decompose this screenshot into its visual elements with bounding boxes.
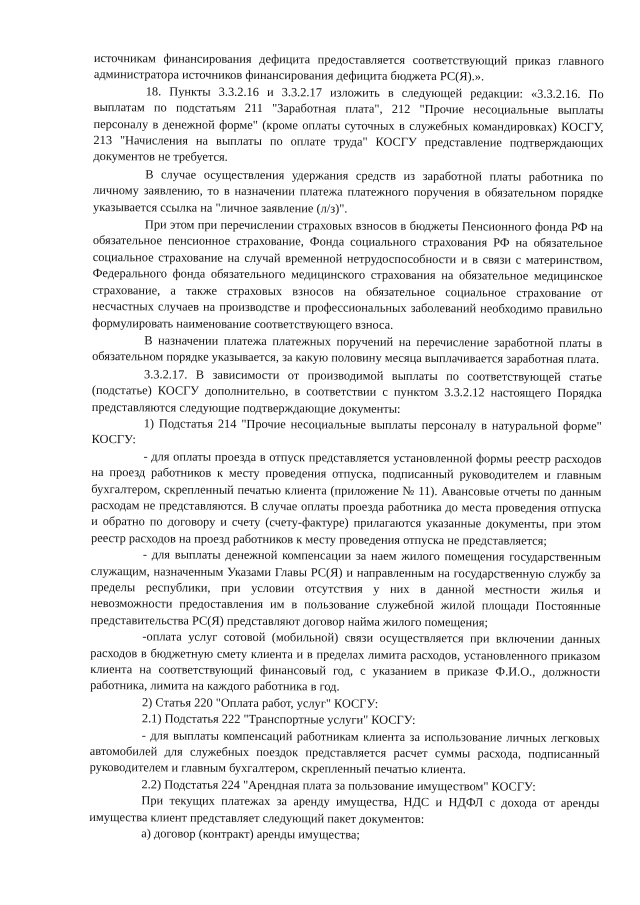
paragraph-4: При этом при перечислении страховых взносов в бюджеты Пенсионного фонда РФ на обязательное пенсионное страхование, Фонда социального страхования РФ на обязательное социальное страхование на случай временной нетрудоспособности и в связи с материнством, Федерального фонда обязательного медицинского страхования на обязательное медицинское страхование, а также страховых взносов на обязательное социальное страхование от несчастных случаев на производстве и профессиональных заболеваний необходимо правильно формулировать наименование соответствующего взноса. (92, 217, 603, 332)
paragraph-6: 3.3.2.17. В зависимости от производимой выплаты по соответствующей статье (подстатье) КОСГУ дополнительно, в соответствии с пунктом 3.3.2.12 настоящего Порядка представляются следующие подтверждающие документы: (91, 367, 603, 416)
document-body (89, 50, 604, 845)
paragraph-16: а) договор (контракт) аренды имущества; (141, 826, 360, 842)
paragraph-14: 2.2) Подстатья 224 "Арендная плата за пользование имуществом" КОСГУ: (141, 777, 536, 794)
paragraph-15: При текущих платежах за аренду имущества, НДС и НДФЛ с дохода от аренды имущества клиент представляет следующий пакет документов: (89, 793, 600, 826)
paragraph-5: В назначении платежа платежных поручений на перечисление заработной платы в обязательном порядке указывается, за какую половину месяца выплачивается заработная плата. (92, 333, 603, 367)
paragraph-7: 1) Подстатья 214 "Прочие несоциальные выплаты персоналу в натуральной форме" КОСГУ: (91, 416, 602, 447)
paragraph-2: 18. Пункты 3.3.2.16 и 3.3.2.17 изложить в следующей редакции: «3.3.2.16. По выплатам по подстатьям 211 "Заработная плата", 212 "Прочие несоциальные выплаты персоналу в денежной форме" (кроме оплаты суточных в служебных командировках) КОСГУ, 213 "Начисления на выплаты по оплате труда" КОСГУ представление подтверждающих документов не требуется. (93, 84, 604, 165)
paragraph-10: -оплата услуг сотовой (мобильной) связи осуществляется при включении данных расходов в бюджетную смету клиента и в пределах лимита расходов, установленного приказом клиента на соответствующий финансовый год, с указанием в приказе Ф.И.О., должности работника, лимита на каждого работника в год. (90, 629, 601, 694)
paragraph-13: - для выплаты компенсаций работникам клиента за использование личных легковых автомобилей для служебных поездок представляется расчет суммы расхода, подписанный руководителем и главным бухгалтером, скрепленный печатью клиента. (89, 727, 600, 777)
paragraph-3: В случае осуществления удержания средств из заработной платы работника по личному заявлению, то в назначении платежа платежного поручения в обязательном порядке указывается ссылка на "личное заявление (л/з)". (93, 167, 604, 216)
paragraph-1: источникам финансирования дефицита предоставляется соответствующий приказ главного администратора источников финансирования дефицита бюджета РС(Я).». (93, 50, 604, 84)
paragraph-9: - для выплаты денежной компенсации за наем жилого помещения государственным служащим, назначенным Указами Главы РС(Я) и направленным на государственную службу за пределы республики, при условии отсутствия у них в данной местности жилья и невозможности предоставления им в пользование служебной жилой площади Постоянные представительства РС(Я) представляют договор найма жилого помещения; (90, 547, 601, 630)
paragraph-8: - для оплаты проезда в отпуск представляется установленной формы реестр расходов на проезд работников к месту проведения отпуска, подписанный руководителем и главным бухгалтером, скрепленный печатью клиента (приложение № 11). Авансовые отчеты по данным расходам не представляются. В случае оплаты проезда работника до места проведения отпуска и обратно по договору и счету (счету-фактуре) прилагаются указанные документы, при этом реестр расходов на проезд работников к месту проведения отпуска не представляется; (90, 449, 602, 548)
paragraph-11: 2) Статья 220 "Оплата работ, услуг" КОСГУ: (141, 695, 379, 711)
paragraph-12: 2.1) Подстатья 222 "Транспортные услуги" КОСГУ: (141, 711, 416, 728)
